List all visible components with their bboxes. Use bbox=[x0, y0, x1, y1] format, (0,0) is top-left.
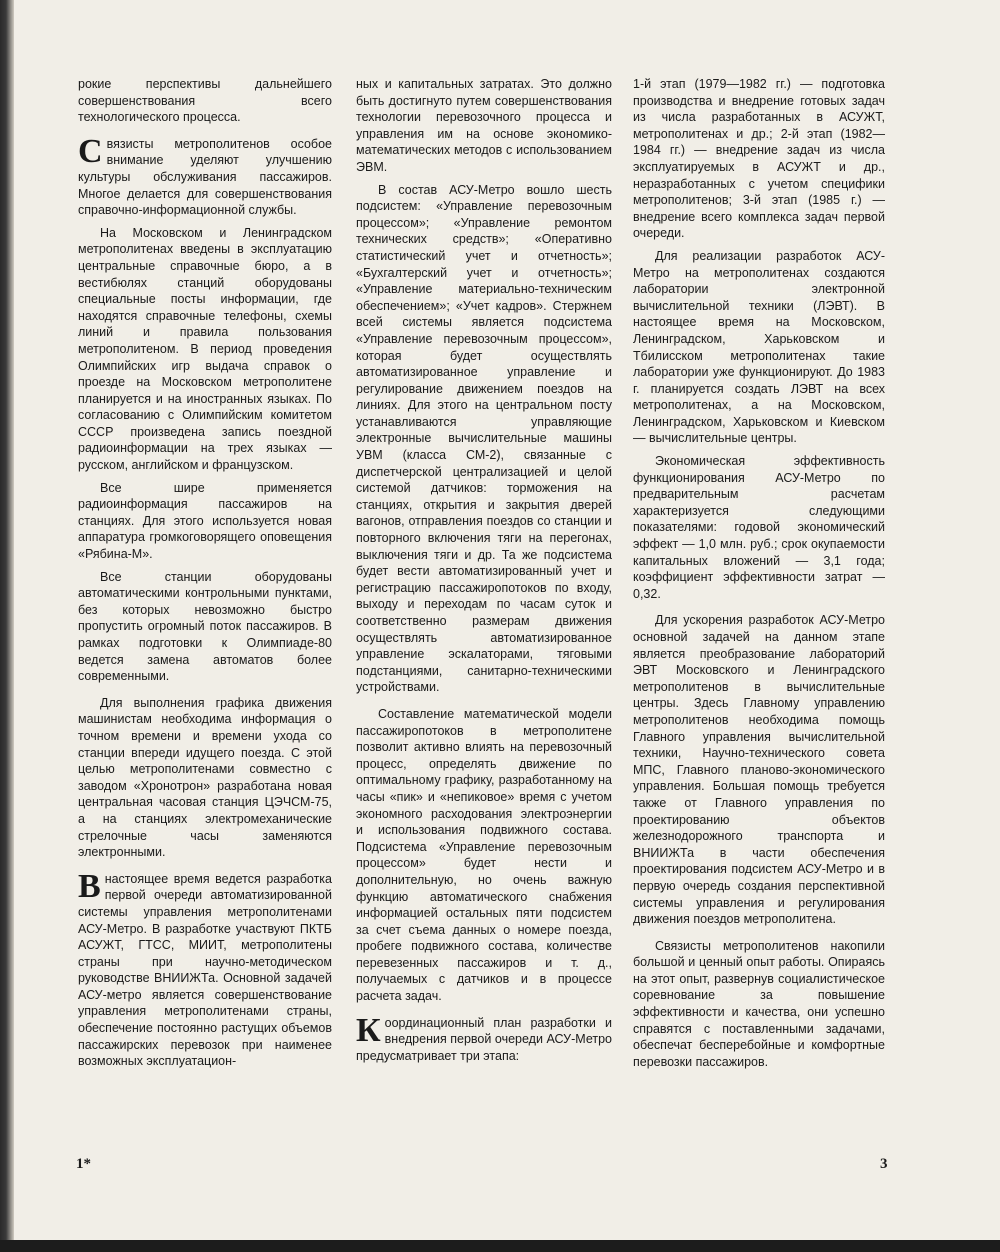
page-number: 3 bbox=[880, 1156, 888, 1172]
paragraph-text: оординационный план разработки и внедрения первой очереди АСУ-Метро предусматривает три этапа: bbox=[356, 1015, 612, 1063]
paragraph: Все станции оборудованы автоматическими контрольными пунктами, без которых невозможно быстро пропустить огромный поток пассажиров. В рамках подготовки к Олимпиаде-80 ведется замена автоматов более современными. bbox=[78, 569, 332, 684]
paragraph bbox=[356, 1011, 612, 1065]
paragraph: Для реализации разработок АСУ-Метро на метрополитенах создаются лаборатории электронной вычислительной техники (ЛЭВТ). В настоящее время на Московском, Ленинградском, Харьковском и Тбилисском метрополитенах такие лаборатории уже функционируют. До 1983 г. планируется создать ЛЭВТ на всех метрополитенах, а на Московском, Ленинградском, Харьковском и Киевском — вычислительные центры. bbox=[633, 248, 885, 446]
paragraph: Связисты метрополитенов накопили большой и ценный опыт работы. Опираясь на этот опыт, развернув социалистическое соревнование за повышение эффективности и качества, они успешно справятся с поставленными задачами, обеспечат бесперебойные и комфортные перевозки пассажиров. bbox=[633, 938, 885, 1069]
paragraph: Составление математической модели пассажиропотоков в метрополитене позволит активно влиять на перевозочный процесс, определять движение по оптимальному графику, разработанному на часы «пик» и «непиковое» время с учетом экономного расходования электроэнергии и использования подвижного состава. Подсистема «Управление перевозочным процессом» будет нести и дополнительную, но очень важную функцию автоматического снабжения информацией остальных пяти подсистем за счет съема данных о номере поезда, пробеге подвижного состава, количестве перевезенных пассажиров и т. д., получаемых с датчиков и в процессе расчета задач. bbox=[356, 706, 612, 1004]
paragraph: 1-й этап (1979—1982 гг.) — подготовка производства и внедрение готовых задач из числа разработанных в АСУЖТ, метрополитенах и др.; 2-й этап (1982—1984 гг.) — внедрение задач из числа эксплуатируемых в АСУЖТ и др., неразработанных с учетом специфики метрополитенов; 3-й этап (1985 г.) — внедрение всего комплекса задач первой очереди. bbox=[633, 77, 885, 241]
paragraph-text: настоящее время ведется разработка первой очереди автоматизированной системы управления метрополитенами АСУ-Метро. В разработке участвуют ПКТБ АСУЖТ, ГТСС, МИИТ, метрополитены страны при научно-методическом руководстве ВНИИЖТа. Основной задачей АСУ-метро является совершенствование управления метрополитенами страны, обеспечение постоянно растущих объемов пассажирских перевозок при наименее возможных эксплуатацион- bbox=[78, 871, 332, 1069]
text-column-1 bbox=[78, 76, 332, 1076]
page-binding-shadow bbox=[0, 0, 14, 1252]
paragraph: ных и капитальных затратах. Это должно быть достигнуто путем совершенствования технологии перевозочного процесса и управления им на основе экономико-математических методов с использованием ЭВМ. bbox=[356, 77, 612, 174]
paragraph bbox=[78, 132, 332, 219]
scan-bottom-edge bbox=[0, 1240, 1000, 1252]
paragraph: Экономическая эффективность функционирования АСУ-Метро по предварительным расчетам характеризуется следующими показателями: годовой экономический эффект — 1,0 млн. руб.; срок окупаемости капитальных вложений — 3,1 года; коэффициент эффективности затрат — 0,32. bbox=[633, 454, 885, 601]
drop-cap: В bbox=[78, 867, 101, 905]
drop-cap: К bbox=[356, 1011, 381, 1049]
paragraph-text: вязисты метрополитенов особое внимание уделяют улучшению культуры обслуживания пассажиров. Многое делается для совершенствования справочно-информационной службы. bbox=[78, 136, 332, 218]
drop-cap: С bbox=[78, 132, 103, 170]
paragraph: рокие перспективы дальнейшего совершенствования всего технологического процесса. bbox=[78, 77, 332, 125]
paragraph: Все шире применяется радиоинформация пассажиров на станциях. Для этого используется новая аппаратура громкоговорящего оповещения «Рябина-М». bbox=[78, 480, 332, 562]
text-column-3 bbox=[633, 76, 885, 1076]
paragraph: На Московском и Ленинградском метрополитенах введены в эксплуатацию центральные справочные бюро, а в вестибюлях станций оборудованы специальные посты информации, где находятся справочные телефоны, схемы линий и правила пользования метрополитеном. В период проведения Олимпийских игр выдача справок о проезде на Московском метрополитене планируется и на иностранных языках. По согласованию с Олимпийским комитетом СССР произведена запись поездной радиоинформации на трех языках — русском, английском и французском. bbox=[78, 225, 332, 473]
paragraph: В состав АСУ-Метро вошло шесть подсистем: «Управление перевозочным процессом»; «Управление ремонтом технических средств»; «Оперативно статистический учет и отчетность»; «Бухгалтерский учет и отчетность»; «Управление материально-техническим обеспечением»; «Учет кадров». Стержнем всей системы является подсистема «Управление перевозочным процессом», которая будет осуществлять автоматизированное управление и регулирование движением поездов на линиях. Для этого на центральном посту устанавливаются управляющие электронные вычислительные машины УВМ (класса СМ-2), связанные с диспетчерской централизацией и целой системой датчиков: торможения на станциях, открытия и закрытия дверей вагонов, отправления поездов со станции и повторного включения тяги на перегонах, выключения тяги и др. Та же подсистема будет вести автоматизированный учет и регистрацию пассажиропотоков по входу, выходу и переходам по часам суток и соответственно размерам движения осуществлять автоматизированное управление эскалаторами, тяговыми подстанциями, санитарно-техническими устройствами. bbox=[356, 182, 612, 695]
signature-mark: 1* bbox=[76, 1156, 91, 1172]
paragraph: Для ускорения разработок АСУ-Метро основной задачей на данном этапе является преобразование лабораторий ЭВТ Московского и Ленинградского метрополитенов в вычислительные центры. Здесь Главному управлению метрополитенов необходима помощь Главного управления вычислительной техники, Научно-технического совета МПС, Главного планово-экономического управления. Большая помощь требуется также от Главного управления по проектированию объектов железнодорожного транспорта и ВНИИЖТа в части обеспечения проектирования подсистем АСУ-Метро и в первую очередь создания перспективной системы управления и регулирования движения поездов метрополитена. bbox=[633, 613, 885, 927]
paragraph bbox=[78, 867, 332, 1070]
text-column-2 bbox=[356, 76, 612, 1070]
paragraph: Для выполнения графика движения машинистам необходима информация о точном времени и времени ухода со станции впереди идущего поезда. С этой целью метрополитенами совместно с заводом «Хронотрон» разработана новая центральная часовая станция ЦЭЧСМ-75, а на станциях электромеханические стрелочные часы заменяются электронными. bbox=[78, 695, 332, 860]
